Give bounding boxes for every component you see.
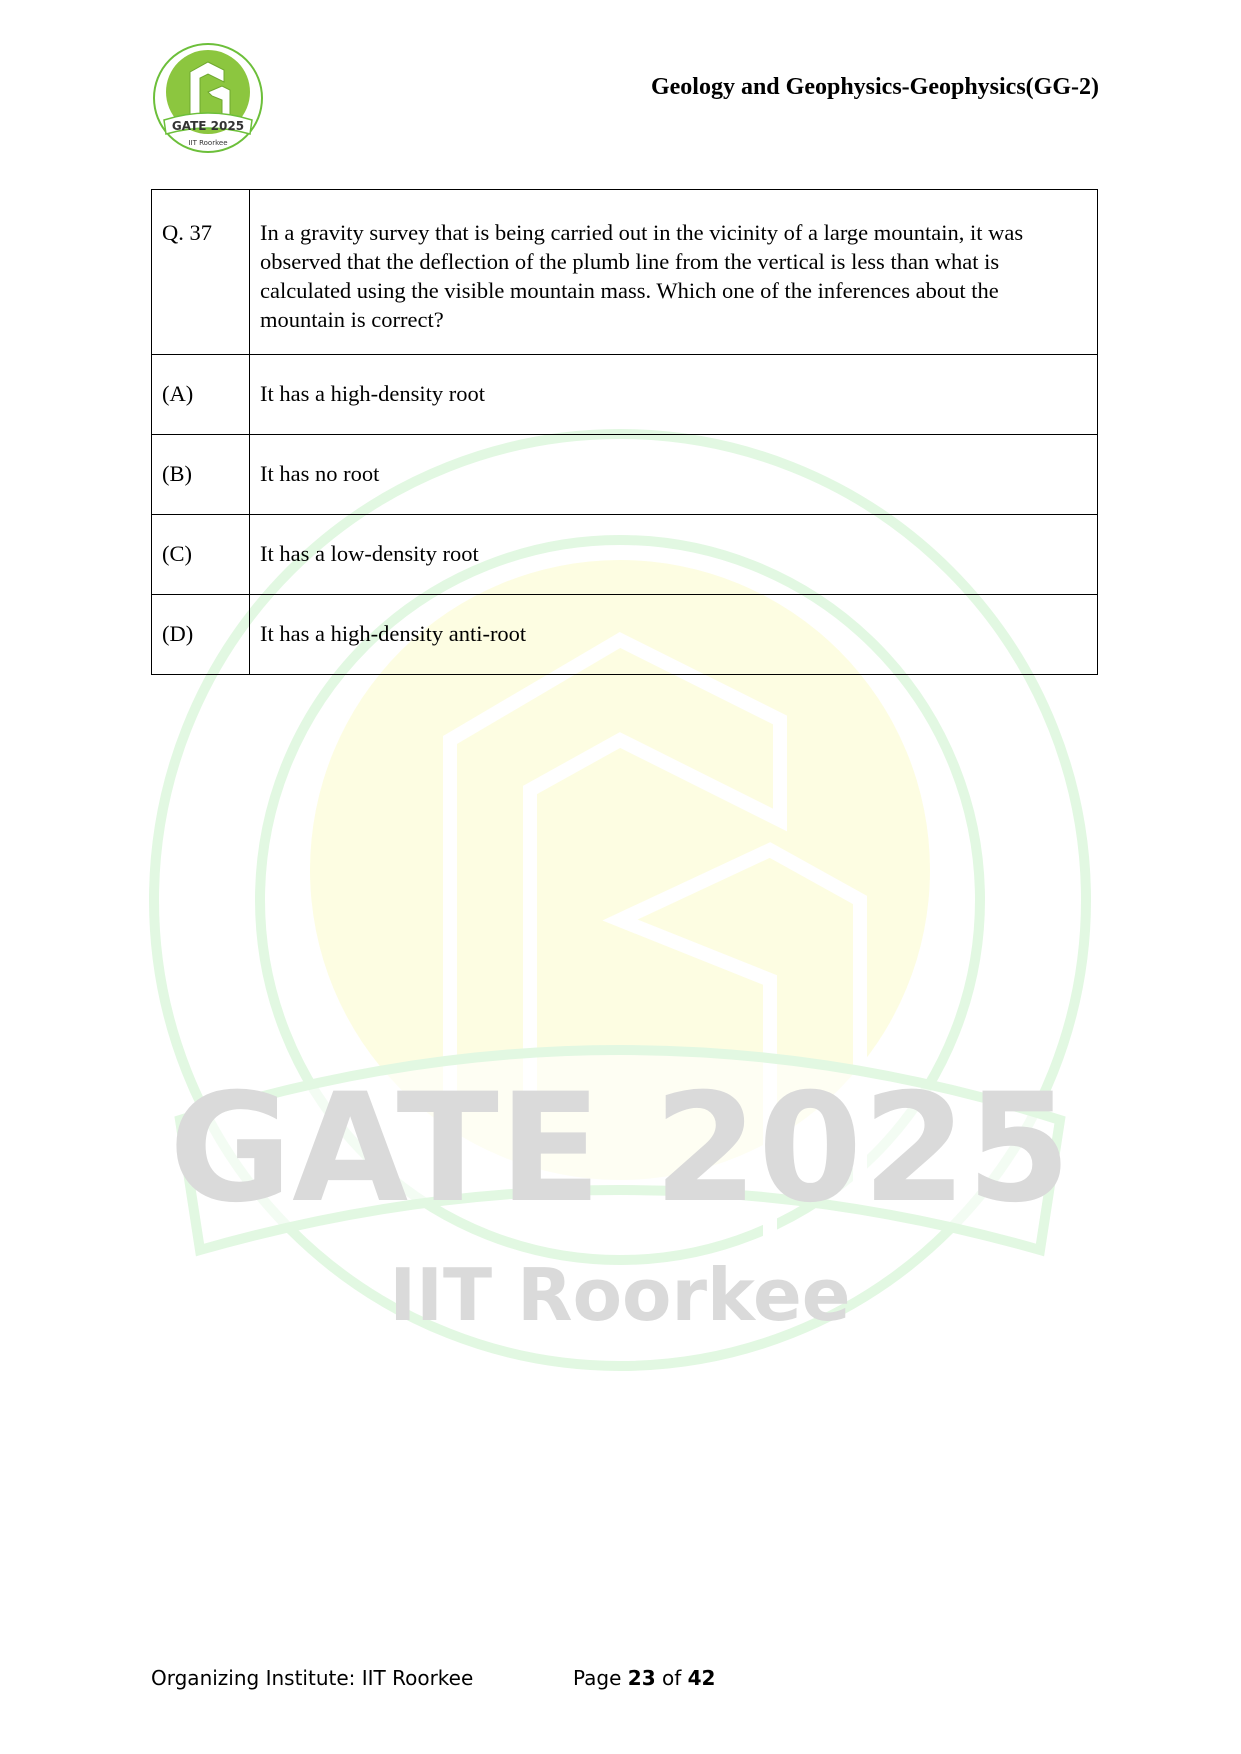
option-label: (C)	[152, 515, 250, 595]
option-label: (B)	[152, 435, 250, 515]
question-row	[152, 190, 1098, 355]
option-text: It has a high-density anti-root	[250, 595, 1098, 675]
option-label: (D)	[152, 595, 250, 675]
option-row-a	[152, 355, 1098, 435]
svg-text:GATE 2025: GATE 2025	[171, 119, 245, 133]
page-total: 42	[687, 1666, 716, 1690]
page-prefix: Page	[573, 1666, 622, 1690]
option-text: It has a low-density root	[250, 515, 1098, 595]
footer-institute: Organizing Institute: IIT Roorkee	[151, 1666, 474, 1690]
question-number: Q. 37	[152, 190, 250, 355]
question-text: In a gravity survey that is being carried out in the vicinity of a large mountain, it was observed that the deflection of the plumb line from the vertical is less than what is calculated using the visible mountain mass. Which one of the inferences about the mountain is correct?	[250, 190, 1098, 355]
page-current: 23	[627, 1666, 656, 1690]
option-row-b	[152, 435, 1098, 515]
option-text: It has no root	[250, 435, 1098, 515]
svg-text:IIT Roorkee: IIT Roorkee	[188, 139, 228, 147]
gate-2025-logo-icon	[150, 42, 266, 158]
option-text: It has a high-density root	[250, 355, 1098, 435]
option-row-d	[152, 595, 1098, 675]
question-table	[151, 189, 1098, 675]
footer-page-number	[573, 1666, 715, 1690]
option-row-c	[152, 515, 1098, 595]
svg-text:IIT Roorkee: IIT Roorkee	[389, 1253, 851, 1337]
option-label: (A)	[152, 355, 250, 435]
page-of: of	[661, 1666, 682, 1690]
svg-text:GATE 2025: GATE 2025	[168, 1062, 1072, 1236]
subject-title: Geology and Geophysics-Geophysics(GG-2)	[650, 74, 1099, 100]
